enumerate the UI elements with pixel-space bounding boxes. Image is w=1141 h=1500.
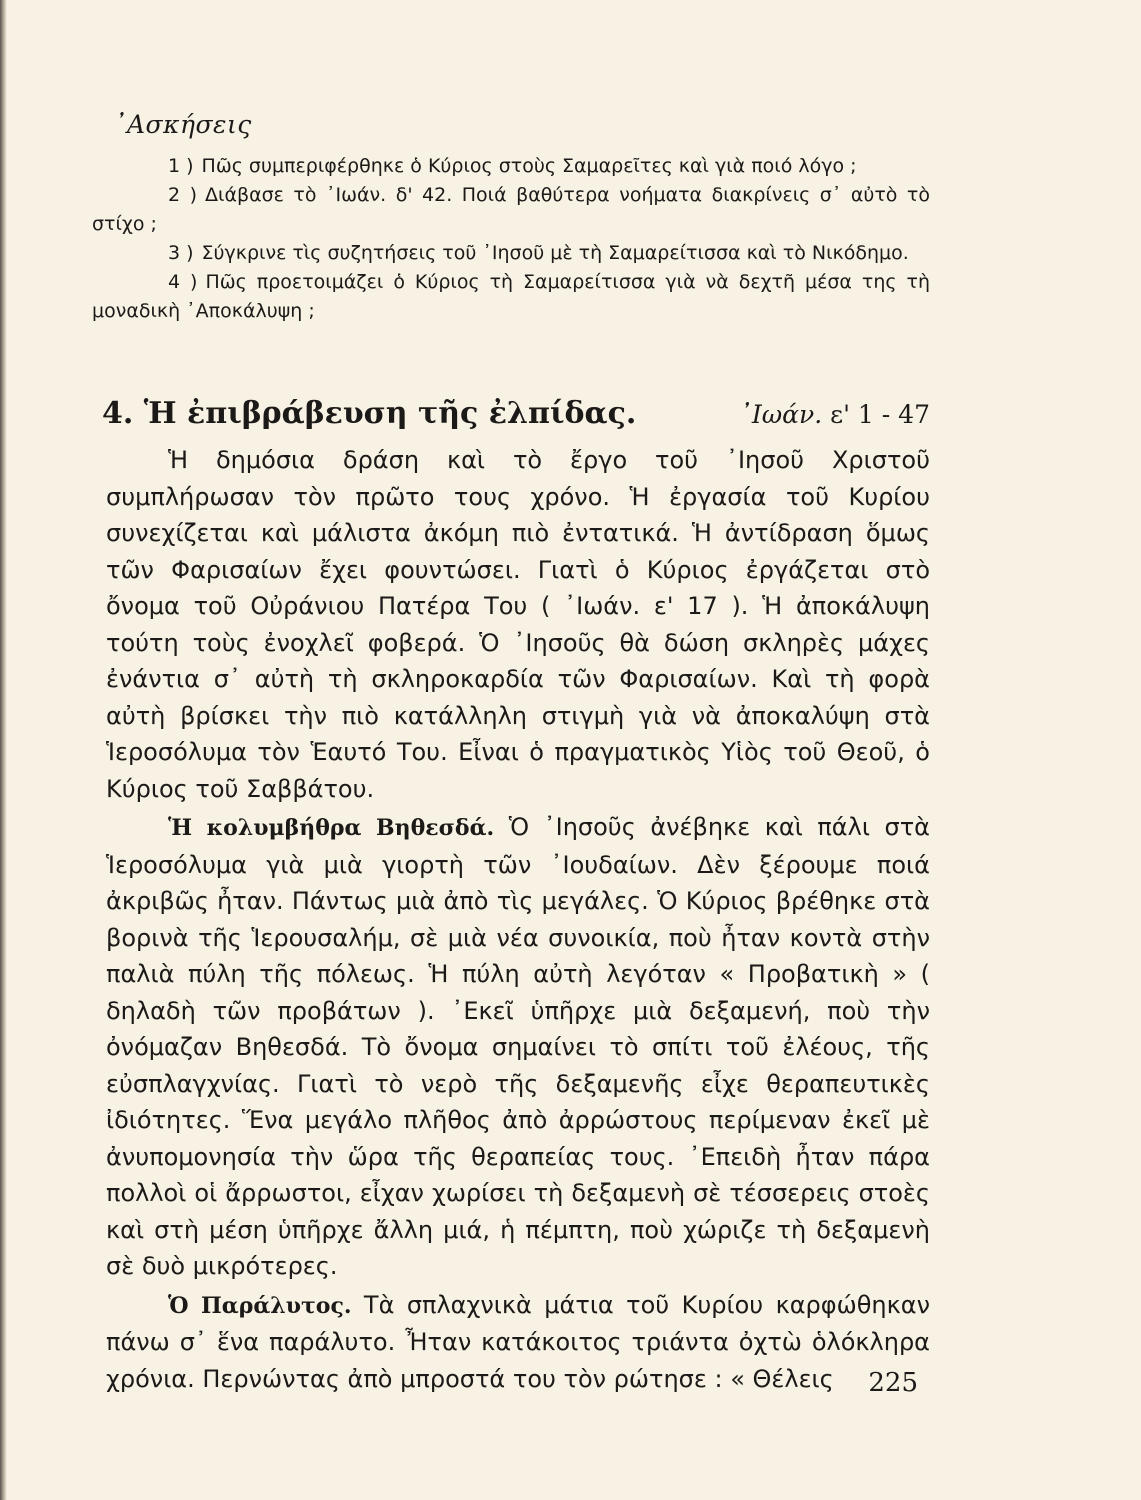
reference-verses: ε' 1 - 47 xyxy=(830,400,930,429)
exercise-number: 2 ) xyxy=(168,184,198,206)
paragraph-text: Ἡ δημόσια δράση καὶ τὸ ἔργο τοῦ ᾽Ιησοῦ Χριστοῦ συμπλήρωσαν τὸν πρῶτο τους χρόνο. Ἡ ἐργασία τοῦ Κυρίου συνεχίζεται καὶ μάλιστα ἀκόμη πιὸ ἐντατικά. Ἡ ἀντίδραση ὅμως τῶν Φαρισαίων ἔχει φουντώσει. Γιατὶ ὁ Κύριος ἐργάζεται στὸ ὄνομα τοῦ Οὐράνιου Πατέρα Του ( ᾽Ιωάν. ε' 17 ). Ἡ ἀποκάλυψη τούτη τοὺς ἐνοχλεῖ φοβερά. Ὁ ᾽Ιησοῦς θὰ δώση σκληρὲς μάχες ἐνάντια σ᾽ αὐτὴ τὴ σκληροκαρδία τῶν Φαρισαίων. Καὶ τὴ φορὰ αὐτὴ βρίσκει τὴν πιὸ κατάλληλη στιγμὴ γιὰ νὰ ἀποκαλύψη στὰ Ἱεροσόλυμα τὸν Ἑαυτό Του. Εἶναι ὁ πραγματικὸς Υἱὸς τοῦ Θεοῦ, ὁ Κύριος τοῦ Σαββάτου. xyxy=(106,446,930,803)
exercise-text: Πῶς προετοιμάζει ὁ Κύριος τὴ Σαμαρείτισσα γιὰ νὰ δεχτῆ μέσα της τὴ μοναδικὴ ᾽Αποκάλυψη ; xyxy=(92,271,930,322)
exercise-text: Διάβασε τὸ ᾽Ιωάν. δ' 42. Ποιά βαθύτερα νοήματα διακρίνεις σ᾽ αὐτὸ τὸ στίχο ; xyxy=(92,184,930,235)
scripture-reference xyxy=(739,400,930,429)
page-number: 225 xyxy=(868,1368,918,1398)
paragraph xyxy=(106,809,930,1285)
exercise-number: 3 ) xyxy=(168,242,194,264)
exercise-number: 4 ) xyxy=(168,271,198,293)
section-heading xyxy=(102,396,930,431)
exercise-text: Σύγκρινε τὶς συζητήσεις τοῦ ᾽Ιησοῦ μὲ τὴ Σαμαρείτισσα καὶ τὸ Νικόδημο. xyxy=(201,242,909,264)
exercise-item xyxy=(92,152,930,181)
paragraph-lead: Ὁ Παράλυτος. xyxy=(168,1292,352,1319)
paragraph-text: Τὰ σπλαχνικὰ μάτια τοῦ Κυρίου καρφώθηκαν πάνω σ᾽ ἕνα παράλυτο. Ἦταν κατάκοιτος τριάντα ὀχτὼ ὁλόκληρα χρόνια. Περνώντας ἀπὸ μπροστά του τὸν ρώτησε : « Θέλεις xyxy=(106,1290,930,1393)
exercise-number: 1 ) xyxy=(168,155,194,177)
exercise-item xyxy=(92,239,930,268)
paragraph-lead: Ἡ κολυμβήθρα Βηθεσδά. xyxy=(168,815,495,841)
exercise-item xyxy=(92,268,930,326)
exercises-heading: ᾿Ασκήσεις xyxy=(114,110,252,139)
paragraph-text: Ὁ ᾽Ιησοῦς ἀνέβηκε καὶ πάλι στὰ Ἱεροσόλυμα γιὰ μιὰ γιορτὴ τῶν ᾽Ιουδαίων. Δὲν ξέρουμε ποιά ἀκριβῶς ἦταν. Πάντως μιὰ ἀπὸ τὶς μεγάλες. Ὁ Κύριος βρέθηκε στὰ βορινὰ τῆς Ἱερουσαλήμ, σὲ μιὰ νέα συνοικία, ποὺ ἦταν κοντὰ στὴν παλιὰ πύλη τῆς πόλεως. Ἡ πύλη αὐτὴ λεγόταν « Προβατικὴ » ( δηλαδὴ τῶν προβάτων ). ᾽Εκεῖ ὑπῆρχε μιὰ δεξαμενή, ποὺ τὴν ὀνόμαζαν Βηθεσδά. Τὸ ὄνομα σημαίνει τὸ σπίτι τοῦ ἐλέους, τῆς εὐσπλαγχνίας. Γιατὶ τὸ νερὸ τῆς δεξαμενῆς εἶχε θεραπευτικὲς ἰδιότητες. Ἕνα μεγάλο πλῆθος ἀπὸ ἀρρώστους περίμεναν ἐκεῖ μὲ ἀνυπομονησία τὴν ὥρα τῆς θεραπείας τους. ᾽Επειδὴ ἦταν πάρα πολλοὶ οἱ ἄρρωστοι, εἶχαν χωρίσει τὴ δεξαμενὴ σὲ τέσσερεις στοὲς καὶ στὴ μέση ὑπῆρχε ἄλλη μιά, ἡ πέμπτη, ποὺ χώριζε τὴ δεξαμενὴ σὲ δυὸ μικρότερες. xyxy=(106,813,930,1280)
paragraph xyxy=(106,1287,930,1398)
exercise-item xyxy=(92,181,930,239)
exercise-text: Πῶς συμπεριφέρθηκε ὁ Κύριος στοὺς Σαμαρεῖτες καὶ γιὰ ποιό λόγο ; xyxy=(201,155,857,177)
section-title: 4. Ἡ ἐπιβράβευση τῆς ἐλπίδας. xyxy=(102,396,637,431)
exercises-list xyxy=(92,152,930,326)
paragraph xyxy=(106,442,930,807)
reference-book: ᾽Ιωάν. xyxy=(739,400,823,429)
section-body xyxy=(106,442,930,1397)
book-page xyxy=(92,0,932,1500)
page-binding-edge xyxy=(0,0,7,1500)
